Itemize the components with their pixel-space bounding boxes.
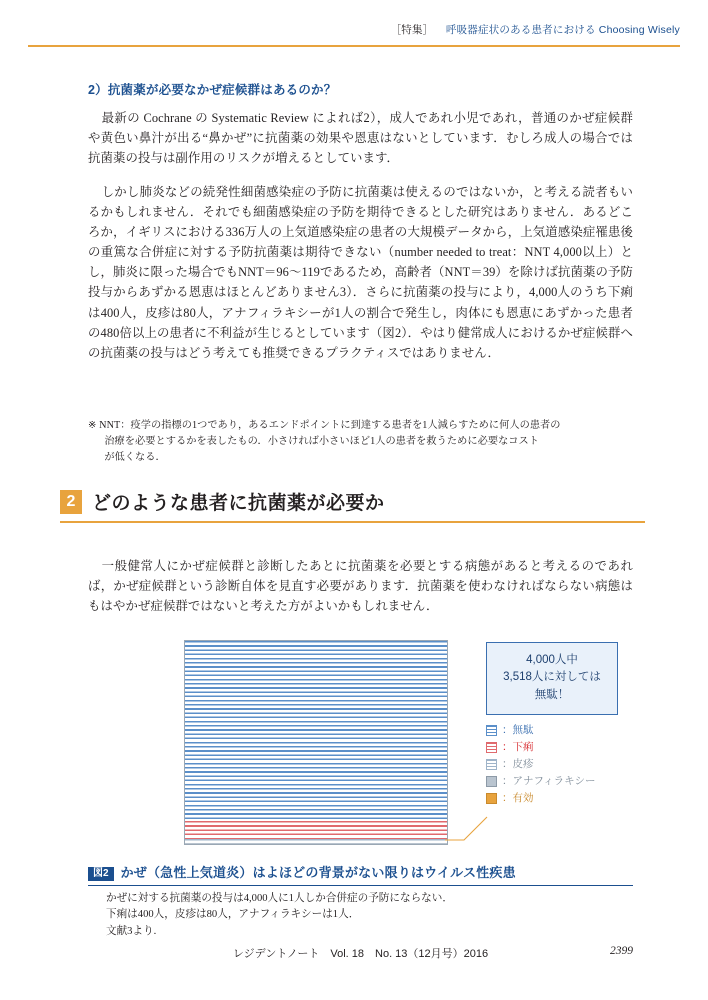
header-rule — [28, 45, 680, 47]
callout-line-3: 無駄！ — [534, 688, 570, 701]
legend-item-yuko — [486, 790, 636, 807]
page-footer — [88, 945, 633, 961]
paragraph-3: 一般健常人にかぜ症候群と診断したあとに抗菌薬を必要とする病態があると考えるのであれば，かぜ症候群という診断自体を見直す必要があります．抗菌薬を使わなければならない病態はもはやかぜ症候群ではないと考えた方がよいかもしれません． — [88, 559, 633, 614]
running-header — [28, 22, 680, 37]
paragraph-2: しかし肺炎などの続発性細菌感染症の予防に抗菌薬は使えるのではないか，と考える読者もいるかもしれません．それでも細菌感染症の予防を期待できるとした研究はありません．あるどころか，イギリスにおける336万人の上気道感染症の患者の大規模データから，上気道感染症罹患後の重篤な合併症に対する予防抗菌薬は期待できない（number needed to treat：NNT 4,000以上）とし，肺炎に限った場合でもNNT＝96〜119であるため，高齢者（NNT＝39）を除けば抗菌薬の予防投与からあずかる恩恵はほとんどありません3）．さらに抗菌薬の投与により，4,000人のうち下痢は400人，皮疹は80人，アナフィラキシーが1人の割合で発生し，肉体にも恩恵にあずかった患者の480倍以上の患者に不利益が生じるとしています（図2）．やはり健常成人におけるかぜ症候群への抗菌薬の投与はどう考えても推奨できるプラクティスではありません． — [88, 185, 633, 360]
footnote-label: ※ NNT： — [88, 420, 131, 431]
chart-legend — [486, 722, 636, 807]
footnote-line-1: 疫学の指標の1つであり，あるエンドポイントに到達する患者を1人減らすために何人の患者の — [130, 420, 561, 431]
footnote-line-3: が低くなる． — [104, 451, 166, 463]
caption-title: かぜ（急性上気道炎）はよほどの背景がない限りはウイルス性疾患 — [120, 865, 516, 880]
bar-segment-geri — [185, 821, 447, 839]
paragraph-block-1 — [88, 108, 633, 168]
paragraph-1: 最新の Cochrane の Systematic Review によれば2），成人であれ小児であれ，普通のかぜ症候群や黄色い鼻汁が出る“鼻かぜ”に抗菌薬の効果や恩恵はないとしています．むしろ成人の場合では抗菌薬の投与は副作用のリスクが増えるとしています． — [88, 111, 633, 166]
subsection-heading-text: 2）抗菌薬が必要なかぜ症候群はあるのか？ — [88, 83, 337, 97]
section-title: どのような患者に抗菌薬が必要か — [92, 493, 385, 514]
section-rule — [60, 521, 645, 523]
footnote-line-2: 治療を必要とするかを表したもの．小さければ小さいほど1人の患者を救うために必要なコスト — [104, 435, 540, 447]
legend-item-anaphylaxis — [486, 773, 636, 790]
bar-segment-muda — [185, 641, 447, 821]
legend-item-geri — [486, 739, 636, 756]
legend-swatch-icon — [486, 793, 497, 804]
page-number: 2399 — [610, 945, 633, 957]
chart — [88, 640, 633, 845]
legend-label: ：無駄 — [502, 724, 534, 737]
callout-line-2: 3,518人に対しては — [503, 671, 601, 684]
leader-line — [444, 815, 488, 841]
caption-line-2: 下痢は400人，皮疹は80人，アナフィラキシーは1人． — [106, 909, 360, 921]
section-number: 2 — [60, 490, 82, 514]
bar-segment-yuko — [185, 845, 447, 846]
caption-line-3: 文献3より. — [106, 925, 157, 937]
legend-swatch-icon — [486, 759, 497, 770]
section-heading — [60, 488, 645, 523]
legend-label: ：有効 — [502, 792, 534, 805]
legend-swatch-icon — [486, 725, 497, 736]
callout-line-1: 4,000人中 — [526, 654, 578, 666]
caption-rule — [88, 885, 633, 886]
header-tag: ［特集］ — [390, 24, 434, 36]
footnote-block — [88, 418, 633, 465]
header-title: 呼吸器症状のある患者における Choosing Wisely — [445, 24, 680, 36]
paragraph-block-2 — [88, 182, 633, 363]
caption-line-1: かぜに対する抗菌薬の投与は4,000人に1人しか合併症の予防にならない． — [106, 893, 453, 904]
journal-info: レジデントノート Vol. 18 No. 13（12月号）2016 — [232, 948, 489, 960]
legend-swatch-icon — [486, 742, 497, 753]
legend-label: ：下痢 — [502, 741, 534, 754]
legend-label: ：皮疹 — [502, 758, 534, 771]
paragraph-block-3 — [88, 556, 633, 616]
legend-item-hisshin — [486, 756, 636, 773]
callout-box — [486, 642, 618, 715]
chart-plot-area — [184, 640, 448, 845]
legend-swatch-icon — [486, 776, 497, 787]
legend-item-muda — [486, 722, 636, 739]
figure-2 — [88, 640, 633, 845]
legend-label: ：アナフィラキシー — [502, 775, 596, 788]
caption-badge: 図2 — [88, 867, 114, 881]
footnote — [88, 418, 633, 465]
figure-caption — [88, 862, 633, 940]
subsection-heading — [88, 80, 633, 98]
